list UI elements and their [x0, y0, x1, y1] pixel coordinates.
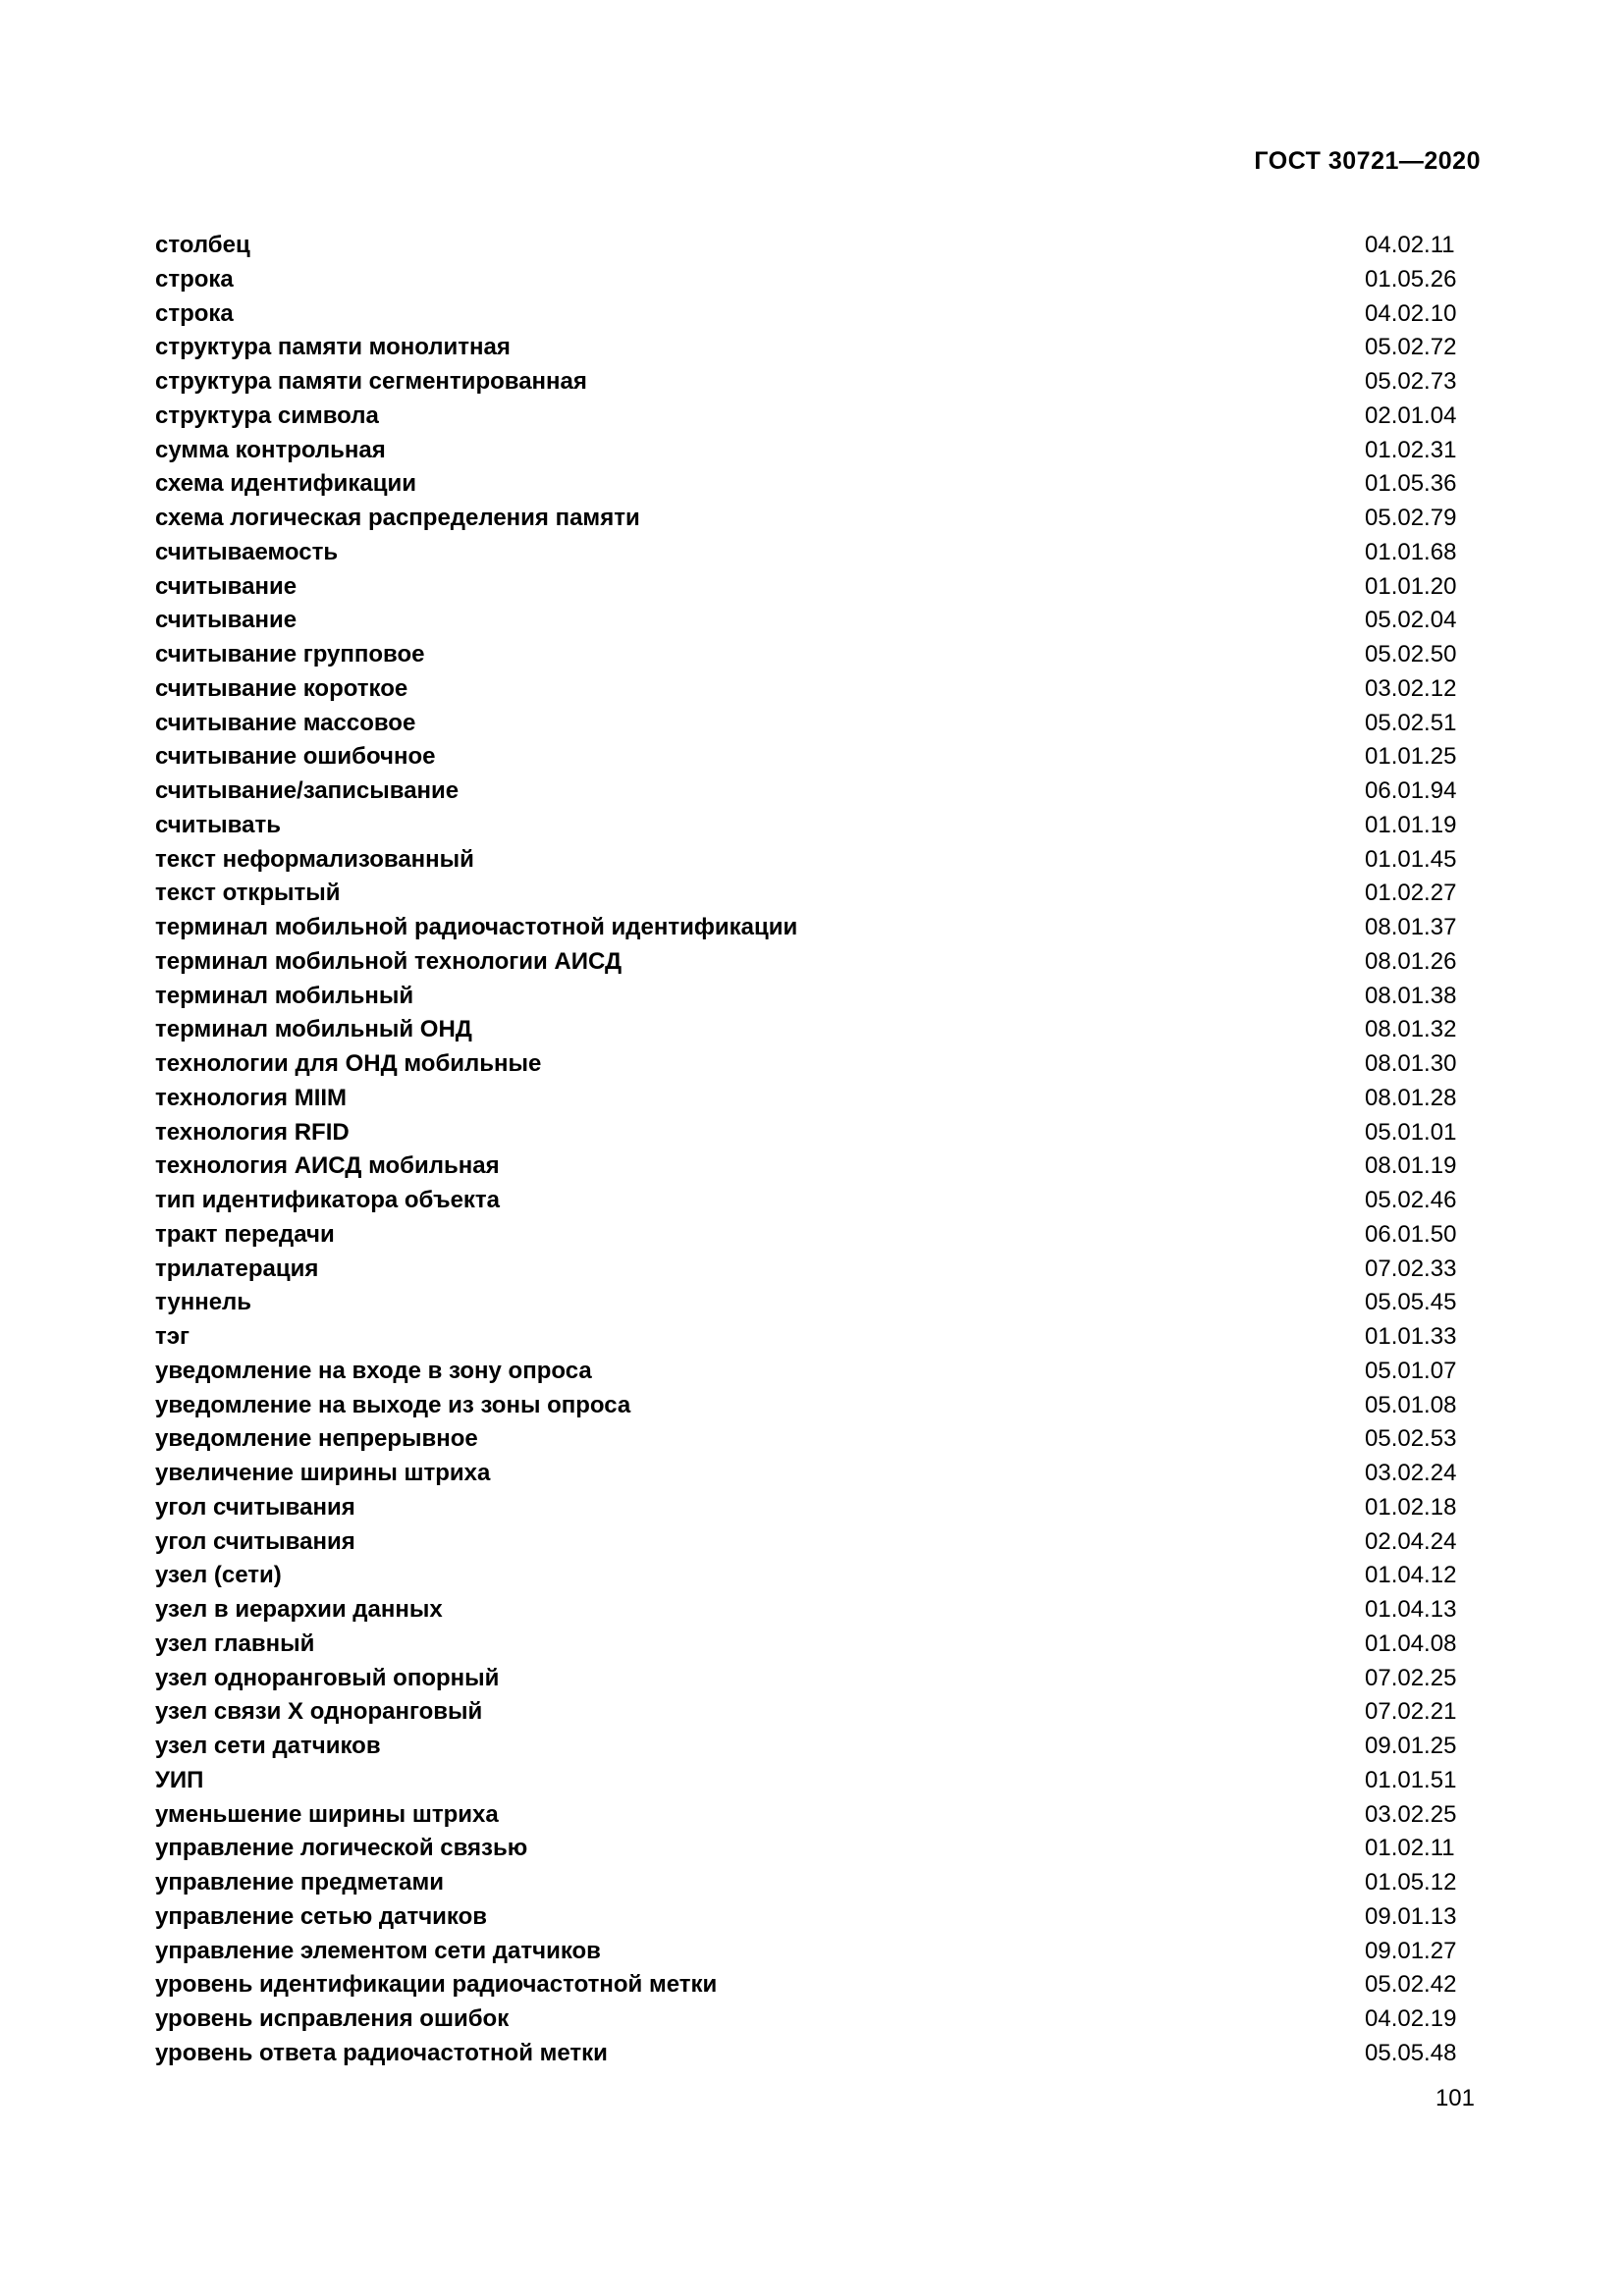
index-entry [155, 1320, 1457, 1355]
index-code: 09.01.13 [1365, 1902, 1457, 1930]
index-entry [155, 604, 1457, 638]
index-term: схема идентификации [155, 470, 416, 498]
index-term: управление логической связью [155, 1835, 528, 1862]
index-term: считывание групповое [155, 641, 425, 667]
index-code: 04.02.11 [1365, 232, 1455, 258]
index-entry [155, 1457, 1457, 1491]
index-term: строка [155, 299, 234, 327]
index-entry [155, 1866, 1457, 1900]
index-code: 08.01.19 [1365, 1152, 1457, 1180]
index-term: считываемость [155, 538, 339, 565]
index-entry [155, 467, 1457, 502]
index-entry [155, 1116, 1457, 1150]
index-entry [155, 1559, 1457, 1593]
alphabetical-index [155, 229, 1457, 2071]
index-entry [155, 1798, 1457, 1833]
index-term: уведомление непрерывное [155, 1425, 478, 1453]
index-entry [155, 707, 1457, 741]
index-code: 05.02.04 [1365, 607, 1457, 634]
index-code: 02.04.24 [1365, 1527, 1457, 1555]
index-entry [155, 1013, 1457, 1047]
index-term: структура памяти сегментированная [155, 368, 587, 395]
index-entry [155, 1968, 1457, 2002]
index-code: 06.01.94 [1365, 777, 1457, 804]
index-code: 08.01.37 [1365, 914, 1457, 940]
index-entry [155, 1149, 1457, 1184]
index-term: уровень ответа радиочастотной метки [155, 2039, 608, 2066]
index-code: 06.01.50 [1365, 1220, 1457, 1248]
index-entry [155, 1832, 1457, 1866]
index-code: 03.02.25 [1365, 1800, 1457, 1828]
index-entry [155, 1422, 1457, 1457]
index-term: строка [155, 265, 234, 293]
index-code: 05.02.79 [1365, 505, 1457, 531]
index-entry [155, 1253, 1457, 1287]
index-term: схема логическая распределения памяти [155, 505, 640, 531]
index-entry [155, 1695, 1457, 1730]
index-term: считывание [155, 572, 298, 600]
standard-header: ГОСТ 30721—2020 [1254, 147, 1481, 175]
index-term: считывание/записывание [155, 777, 460, 804]
index-term: тип идентификатора объекта [155, 1187, 501, 1213]
index-code: 08.01.28 [1365, 1084, 1457, 1111]
index-code: 05.02.46 [1365, 1187, 1457, 1213]
index-term: уровень исправления ошибок [155, 2005, 510, 2032]
index-term: терминал мобильный ОНД [155, 1016, 472, 1043]
index-entry [155, 911, 1457, 945]
index-code: 09.01.25 [1365, 1733, 1457, 1759]
index-code: 05.01.08 [1365, 1391, 1457, 1418]
index-term: угол считывания [155, 1493, 355, 1521]
index-entry [155, 1218, 1457, 1253]
index-term: структура символа [155, 401, 379, 429]
index-term: УИП [155, 1766, 204, 1793]
index-term: тракт передачи [155, 1220, 335, 1248]
index-term: управление предметами [155, 1869, 444, 1896]
index-code: 01.02.18 [1365, 1493, 1457, 1521]
index-code: 05.05.48 [1365, 2039, 1457, 2066]
index-code: 01.02.27 [1365, 880, 1457, 907]
index-entry [155, 400, 1457, 434]
index-entry [155, 365, 1457, 400]
index-code: 07.02.25 [1365, 1664, 1457, 1691]
index-entry [155, 1593, 1457, 1628]
index-entry [155, 1082, 1457, 1116]
index-code: 05.02.53 [1365, 1425, 1457, 1453]
index-entry [155, 1355, 1457, 1389]
index-code: 01.01.25 [1365, 743, 1457, 771]
index-code: 07.02.33 [1365, 1255, 1457, 1282]
index-entry [155, 1935, 1457, 1969]
index-entry [155, 945, 1457, 980]
index-entry [155, 1389, 1457, 1423]
index-code: 02.01.04 [1365, 401, 1457, 429]
index-code: 01.05.26 [1365, 265, 1457, 293]
index-entry [155, 263, 1457, 297]
index-entry [155, 2037, 1457, 2071]
index-entry [155, 1730, 1457, 1764]
index-code: 01.01.45 [1365, 845, 1457, 873]
index-entry [155, 774, 1457, 809]
index-code: 05.02.73 [1365, 368, 1457, 395]
index-entry [155, 570, 1457, 605]
index-code: 05.05.45 [1365, 1289, 1457, 1316]
index-code: 05.01.01 [1365, 1118, 1457, 1146]
index-term: уровень идентификации радиочастотной метки [155, 1971, 718, 1999]
index-code: 08.01.32 [1365, 1016, 1457, 1043]
index-term: управление элементом сети датчиков [155, 1937, 601, 1964]
index-entry [155, 502, 1457, 536]
index-term: узел связи X одноранговый [155, 1698, 483, 1726]
index-term: терминал мобильный [155, 982, 414, 1009]
index-term: текст неформализованный [155, 845, 474, 873]
index-code: 08.01.38 [1365, 982, 1457, 1009]
index-term: узел в иерархии данных [155, 1596, 443, 1623]
index-code: 08.01.26 [1365, 947, 1457, 975]
index-code: 05.02.50 [1365, 641, 1457, 667]
index-entry [155, 297, 1457, 332]
index-entry [155, 1628, 1457, 1662]
index-entry [155, 1662, 1457, 1696]
index-code: 01.05.12 [1365, 1869, 1457, 1896]
index-code: 01.04.08 [1365, 1629, 1457, 1657]
index-term: трилатерация [155, 1255, 319, 1282]
index-code: 05.02.42 [1365, 1971, 1457, 1999]
index-term: уменьшение ширины штриха [155, 1800, 499, 1828]
index-term: технология АИСД мобильная [155, 1152, 500, 1180]
index-entry [155, 809, 1457, 843]
index-term: узел главный [155, 1629, 315, 1657]
index-term: считывание массовое [155, 709, 416, 736]
index-entry [155, 672, 1457, 707]
index-term: узел одноранговый опорный [155, 1664, 500, 1691]
index-code: 01.01.51 [1365, 1766, 1457, 1793]
index-code: 05.02.51 [1365, 709, 1457, 736]
index-code: 05.01.07 [1365, 1357, 1457, 1384]
index-term: узел (сети) [155, 1562, 282, 1589]
index-term: структура памяти монолитная [155, 334, 511, 361]
page-number: 101 [1435, 2085, 1475, 2111]
index-entry [155, 877, 1457, 911]
index-entry [155, 1491, 1457, 1525]
index-term: считывание ошибочное [155, 743, 436, 771]
index-code: 05.02.72 [1365, 334, 1457, 361]
index-entry [155, 1286, 1457, 1320]
index-entry [155, 980, 1457, 1014]
index-code: 01.02.31 [1365, 436, 1457, 463]
index-term: сумма контрольная [155, 436, 386, 463]
index-entry [155, 434, 1457, 468]
index-code: 01.02.11 [1365, 1835, 1455, 1862]
index-term: управление сетью датчиков [155, 1902, 488, 1930]
index-term: угол считывания [155, 1527, 355, 1555]
index-code: 01.01.20 [1365, 572, 1457, 600]
index-entry [155, 843, 1457, 878]
index-code: 04.02.19 [1365, 2005, 1457, 2032]
index-code: 07.02.21 [1365, 1698, 1457, 1726]
index-code: 03.02.24 [1365, 1460, 1457, 1486]
index-term: текст открытый [155, 880, 341, 907]
index-term: узел сети датчиков [155, 1733, 381, 1759]
index-term: уведомление на выходе из зоны опроса [155, 1391, 631, 1418]
index-code: 09.01.27 [1365, 1937, 1457, 1964]
index-entry [155, 1047, 1457, 1082]
index-term: считывание короткое [155, 674, 408, 702]
index-term: технологии для ОНД мобильные [155, 1050, 542, 1077]
index-term: уведомление на входе в зону опроса [155, 1357, 592, 1384]
index-entry [155, 1900, 1457, 1935]
index-code: 01.05.36 [1365, 470, 1457, 498]
index-entry [155, 1184, 1457, 1218]
index-entry [155, 638, 1457, 672]
index-entry [155, 536, 1457, 570]
index-term: столбец [155, 232, 250, 258]
index-code: 01.01.33 [1365, 1323, 1457, 1350]
index-term: считывать [155, 811, 281, 838]
index-term: туннель [155, 1289, 252, 1316]
index-code: 03.02.12 [1365, 674, 1457, 702]
index-entry [155, 740, 1457, 774]
index-code: 01.04.13 [1365, 1596, 1457, 1623]
index-term: технология RFID [155, 1118, 350, 1146]
index-entry [155, 1764, 1457, 1798]
index-code: 01.01.19 [1365, 811, 1457, 838]
index-entry [155, 229, 1457, 263]
index-code: 01.04.12 [1365, 1562, 1457, 1589]
index-term: считывание [155, 607, 298, 634]
index-term: терминал мобильной технологии АИСД [155, 947, 623, 975]
index-entry [155, 2002, 1457, 2037]
index-code: 01.01.68 [1365, 538, 1457, 565]
index-code: 08.01.30 [1365, 1050, 1457, 1077]
index-term: терминал мобильной радиочастотной идентификации [155, 914, 798, 940]
index-term: тэг [155, 1323, 190, 1350]
index-entry [155, 1525, 1457, 1560]
index-term: технология MIIM [155, 1084, 348, 1111]
index-term: увеличение ширины штриха [155, 1460, 491, 1486]
index-code: 04.02.10 [1365, 299, 1457, 327]
index-entry [155, 331, 1457, 365]
